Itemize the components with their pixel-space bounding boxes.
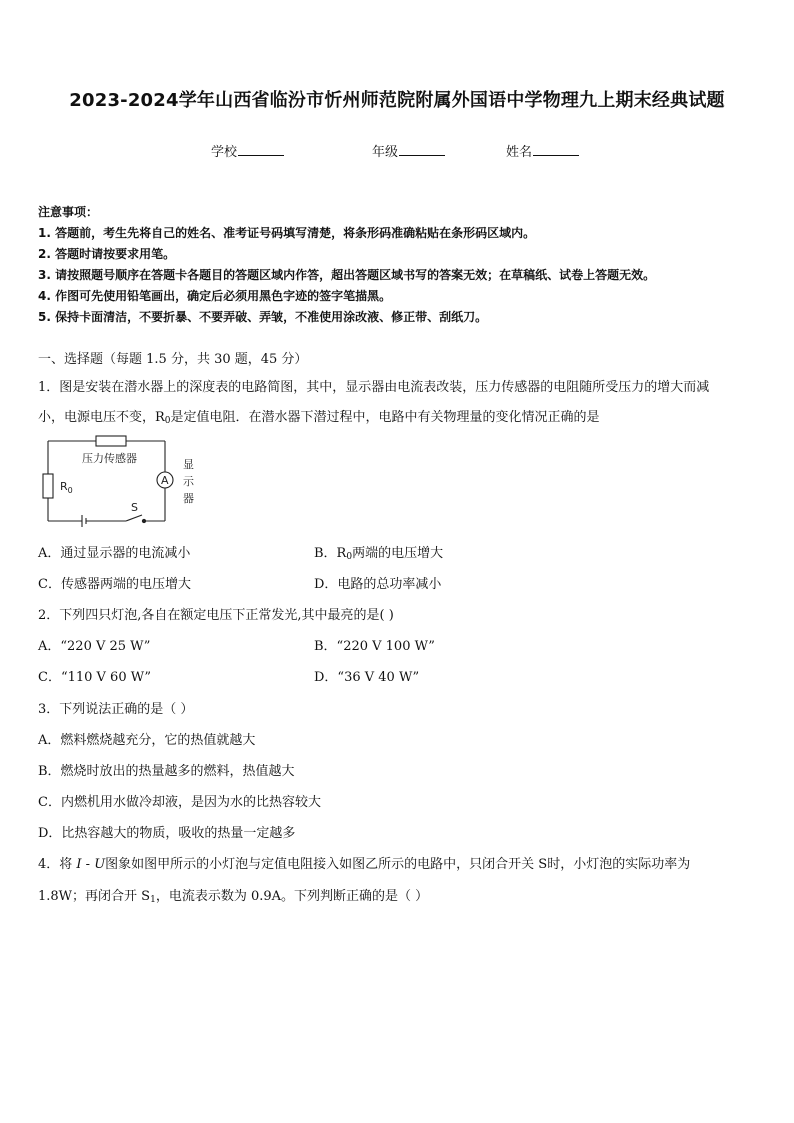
- q2-option-a[interactable]: A．“220 V 25 W”: [38, 639, 151, 654]
- display-char: 显: [183, 458, 194, 471]
- q3-stem: 3．下列说法正确的是（ ）: [38, 702, 194, 717]
- q2-stem: 2．下列四只灯泡,各自在额定电压下正常发光,其中最亮的是( ): [38, 608, 394, 623]
- switch-label: S: [131, 501, 138, 514]
- grade-field: [372, 141, 445, 160]
- notes-item: 5. 保持卡面清洁，不要折暴、不要弄破、弄皱，不准使用涂改液、修正带、刮纸刀。: [38, 310, 488, 324]
- notes-item: 1. 答题前，考生先将自己的姓名、准考证号码填写清楚，将条形码准确粘贴在条形码区域内。: [38, 226, 536, 240]
- name-field: [506, 141, 579, 160]
- circuit-diagram: [38, 432, 208, 528]
- q3-option-b[interactable]: B．燃烧时放出的热量越多的燃料，热值越大: [38, 764, 295, 779]
- grade-label: 年级: [372, 145, 399, 160]
- pressure-sensor-resistor: [96, 436, 126, 446]
- notes-item: 3. 请按照题号顺序在答题卡各题目的答题区域内作答，超出答题区域书写的答案无效；在草稿纸、试卷上答题无效。: [38, 268, 656, 282]
- q2-option-d[interactable]: D．“36 V 40 W”: [314, 670, 420, 685]
- q3-option-a[interactable]: A．燃料燃烧越充分，它的热值就越大: [38, 733, 256, 748]
- q1-option-c[interactable]: C．传感器两端的电压增大: [38, 577, 191, 592]
- sensor-label: 压力传感器: [82, 452, 137, 465]
- name-label: 姓名: [506, 145, 533, 160]
- q3-option-c[interactable]: C．内燃机用水做冷却液，是因为水的比热容较大: [38, 795, 321, 810]
- exam-title: 2023-2024学年山西省临汾市忻州师范院附属外国语中学物理九上期末经典试题: [69, 90, 725, 111]
- notes-heading: 注意事项：: [38, 205, 99, 219]
- school-field: [211, 141, 284, 160]
- display-char: 器: [183, 492, 194, 505]
- notes-item: 4. 作图可先使用铅笔画出，确定后必须用黑色字迹的签字笔描黑。: [38, 289, 392, 303]
- q2-option-b[interactable]: B．“220 V 100 W”: [314, 639, 435, 654]
- school-blank[interactable]: [238, 143, 284, 156]
- q1-option-a[interactable]: A．通过显示器的电流减小: [38, 546, 191, 561]
- name-blank[interactable]: [533, 143, 579, 156]
- r0-label: $R_0$: [60, 480, 73, 495]
- ammeter-label: A: [161, 474, 169, 487]
- q1-stem-line2: 小，电源电压不变，$R_0$是定值电阻．在潜水器下潜过程中，电路中有关物理量的变化情况正确的是: [38, 410, 600, 426]
- r0-resistor: [43, 474, 53, 498]
- display-char: 示: [183, 475, 194, 488]
- notes-block: [38, 202, 655, 328]
- switch-blade: [126, 515, 142, 521]
- q1-option-d[interactable]: D．电路的总功率减小: [314, 577, 442, 592]
- q4-stem-line2: 1.8W；再闭合开 $S_1$，电流表示数为 0.9A。下列判断正确的是（ ）: [38, 889, 429, 905]
- q1-option-b[interactable]: B．$R_0$两端的电压增大: [314, 546, 444, 562]
- notes-item: 2. 答题时请按要求用笔。: [38, 247, 176, 261]
- q2-option-c[interactable]: C．“110 V 60 W”: [38, 670, 151, 685]
- q3-option-d[interactable]: D．比热容越大的物质，吸收的热量一定越多: [38, 826, 296, 841]
- grade-blank[interactable]: [399, 143, 445, 156]
- q4-stem-line1: 4．将 I - U图象如图甲所示的小灯泡与定值电阻接入如图乙所示的电路中，只闭合开关 S时，小灯泡的实际功率为: [38, 857, 691, 872]
- school-label: 学校: [211, 145, 238, 160]
- section-heading: 一、选择题（每题 1.5 分，共 30 题，45 分）: [38, 352, 308, 367]
- q1-stem-line1: 1．图是安装在潜水器上的深度表的电路简图，其中，显示器由电流表改装，压力传感器的电阻随所受压力的增大而减: [38, 380, 710, 395]
